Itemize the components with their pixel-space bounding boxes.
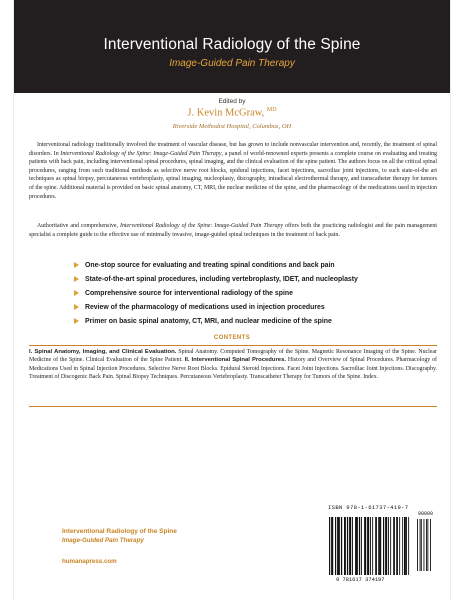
isbn-label: ISBN 978-1-61737-419-7: [328, 504, 409, 511]
barcode-bar: [375, 517, 376, 575]
barcode-addon-bar: [420, 519, 421, 571]
contents-divider-top: [29, 345, 437, 346]
barcode-bar: [405, 517, 406, 575]
barcode: [327, 511, 433, 583]
barcode-bar: [335, 517, 336, 575]
barcode-number: 9 781617 374197: [336, 577, 385, 583]
barcode-bar: [370, 517, 371, 575]
barcode-bar: [376, 517, 377, 575]
arrow-bullet-icon: [74, 304, 79, 310]
barcode-bar: [357, 517, 358, 575]
p1-text-b: , a panel of world-renowned experts presents a complete course on evaluating and treating patients with back pain, including interventional spinal procedures, spinal imaging, and the clinical evaluation of the spine patient. The authors focus on all the critical spinal procedures, ranging from such traditional methods as selective nerve root blocks, epidural injections, facet injections, sacroiliac joint injections, to such state-of-the art techniques as spinal biopsy, percutaneous vertebroplasty, spinal imaging, nucleoplasty, discography, intradiscal electrothermal therapy, and transcatheter therapy for tumors of the spine. Additional material is provided on basic spinal anatomy, CT, MRI, the nuclear medicine of the spine, and the pharmacology of the medications used in injection procedures.: [29, 150, 437, 200]
publisher-url: humanapress.com: [62, 558, 117, 565]
barcode-bar: [393, 517, 394, 575]
barcode-bar: [352, 517, 353, 575]
barcode-bar: [408, 517, 409, 575]
barcode-bar: [372, 517, 373, 575]
barcode-bar: [380, 517, 381, 575]
barcode-bar: [378, 517, 379, 575]
feature-text: Comprehensive source for interventional radiology of the spine: [85, 289, 293, 297]
barcode-bar: [339, 517, 340, 575]
barcode-bar: [390, 517, 391, 575]
barcode-bar: [404, 517, 405, 575]
editor-name: [14, 107, 450, 119]
barcode-bar: [399, 517, 400, 575]
part-1-title: I. Spinal Anatomy, Imaging, and Clinical Evaluation.: [29, 349, 177, 355]
feature-text: Primer on basic spinal anatomy, CT, MRI, and nuclear medicine of the spine: [85, 317, 332, 325]
contents-divider-bottom: [29, 406, 437, 407]
barcode-bar: [344, 517, 345, 575]
barcode-bar: [355, 517, 356, 575]
barcode-addon-number: 90000: [418, 511, 434, 517]
barcode-bar: [385, 517, 386, 575]
barcode-bar: [361, 517, 362, 575]
title-banner: [14, 0, 450, 93]
barcode-bar: [341, 517, 342, 575]
edited-by-label: Edited by: [218, 98, 246, 105]
back-cover: [14, 0, 450, 600]
barcode-bar: [349, 517, 350, 575]
barcode-bar: [347, 517, 348, 575]
barcode-bar: [331, 517, 332, 575]
feature-text: Review of the pharmacology of medications used in injection procedures: [85, 303, 325, 311]
barcode-addon-bar: [426, 519, 427, 571]
barcode-bar: [356, 517, 357, 575]
arrow-bullet-icon: [74, 262, 79, 268]
feature-text: One-stop source for evaluating and treating spinal conditions and back pain: [85, 261, 335, 269]
p2-text-b: offers both the practicing radiologist and the pain management specialist a complete guide to the effective use of minimally invasive, image-guided spinal techniques in the treatment of back pain.: [29, 223, 437, 238]
editor-affiliation: Riverside Methodist Hospital, Columbus, OH: [172, 123, 292, 130]
barcode-bar: [350, 517, 351, 575]
p2-text-a: Authoritative and comprehensive,: [37, 223, 121, 229]
barcode-bars: [327, 511, 433, 577]
barcode-bar: [383, 517, 384, 575]
p1-text-a: Interventional radiology traditionally involved the treatment of vascular disease, but has grown to include nonvascular intervention and, recently, the treatment of spinal disorders. In: [29, 142, 437, 157]
feature-text: State-of-the-art spinal procedures, including vertebroplasty, IDET, and nucleoplasty: [85, 275, 358, 283]
barcode-bar: [365, 517, 366, 575]
barcode-bar: [332, 517, 333, 575]
barcode-bar: [368, 517, 369, 575]
barcode-bar: [364, 517, 365, 575]
list-item: [74, 286, 434, 300]
barcode-bar: [402, 517, 403, 575]
feature-list: [74, 258, 434, 328]
barcode-addon-bar: [430, 519, 431, 571]
arrow-bullet-icon: [74, 290, 79, 296]
barcode-addon-bar: [421, 519, 422, 571]
barcode-bar: [388, 517, 389, 575]
barcode-bar: [397, 517, 398, 575]
arrow-bullet-icon: [74, 276, 79, 282]
book-subtitle: Image-Guided Pain Therapy: [169, 58, 295, 69]
barcode-addon-bar: [424, 519, 425, 571]
p2-book-title: Interventional Radiology of the Spine: Image-Guided Pain Therapy: [120, 223, 284, 229]
barcode-bar: [329, 517, 330, 575]
editor-credential: MD: [266, 107, 277, 113]
barcode-bar: [379, 517, 380, 575]
barcode-bar: [396, 517, 397, 575]
footer-book-subtitle: Image-Guided Pain Therapy: [62, 537, 144, 544]
barcode-addon-bar: [417, 519, 418, 571]
arrow-bullet-icon: [74, 318, 79, 324]
barcode-addon-bar: [427, 519, 428, 571]
editor-name-text: J. Kevin McGraw,: [187, 107, 265, 119]
list-item: [74, 258, 434, 272]
footer-book-title: Interventional Radiology of the Spine: [62, 528, 177, 535]
book-title: Interventional Radiology of the Spine: [103, 36, 361, 53]
contents-heading: CONTENTS: [213, 335, 251, 341]
barcode-bar: [386, 517, 387, 575]
barcode-bar: [337, 517, 338, 575]
barcode-bar: [394, 517, 395, 575]
barcode-bar: [338, 517, 339, 575]
list-item: [74, 272, 434, 286]
description-paragraph-2: [29, 222, 437, 239]
barcode-bar: [406, 517, 407, 575]
p1-book-title: Interventional Radiology of the Spine: Image-Guided Pain Therapy: [60, 150, 222, 157]
description-paragraph-1: [29, 141, 437, 201]
contents-text: [29, 348, 437, 382]
barcode-bar: [359, 517, 360, 575]
part-2-title: II. Interventional Spinal Procedures.: [184, 357, 286, 364]
list-item: [74, 300, 434, 314]
list-item: [74, 314, 434, 328]
barcode-bar: [367, 517, 368, 575]
part-1-chapters: Spinal Anatomy. Computed Tomography of the Spine. Magnetic Resonance Imaging of the Spine. Nuclear Medicine of the Spine. Clinical Evaluation of the Spine Patient.: [29, 349, 437, 364]
part-2-chapters: History and Overview of Spinal Procedures. Pharmacology of Medications Used in Spinal Injection Procedures. Selective Nerve Root Blocks. Epidural Steroid Injections. Facet Joint Injections. Sacroiliac Joint Injections. Discography. Treatment of Discogenic Back Pain. Spinal Biopsy Techniques. Percutaneous Vertebroplasty. Transcatheter Therapy for Tumors of the Spine. Index.: [29, 357, 437, 381]
barcode-bar: [345, 517, 346, 575]
